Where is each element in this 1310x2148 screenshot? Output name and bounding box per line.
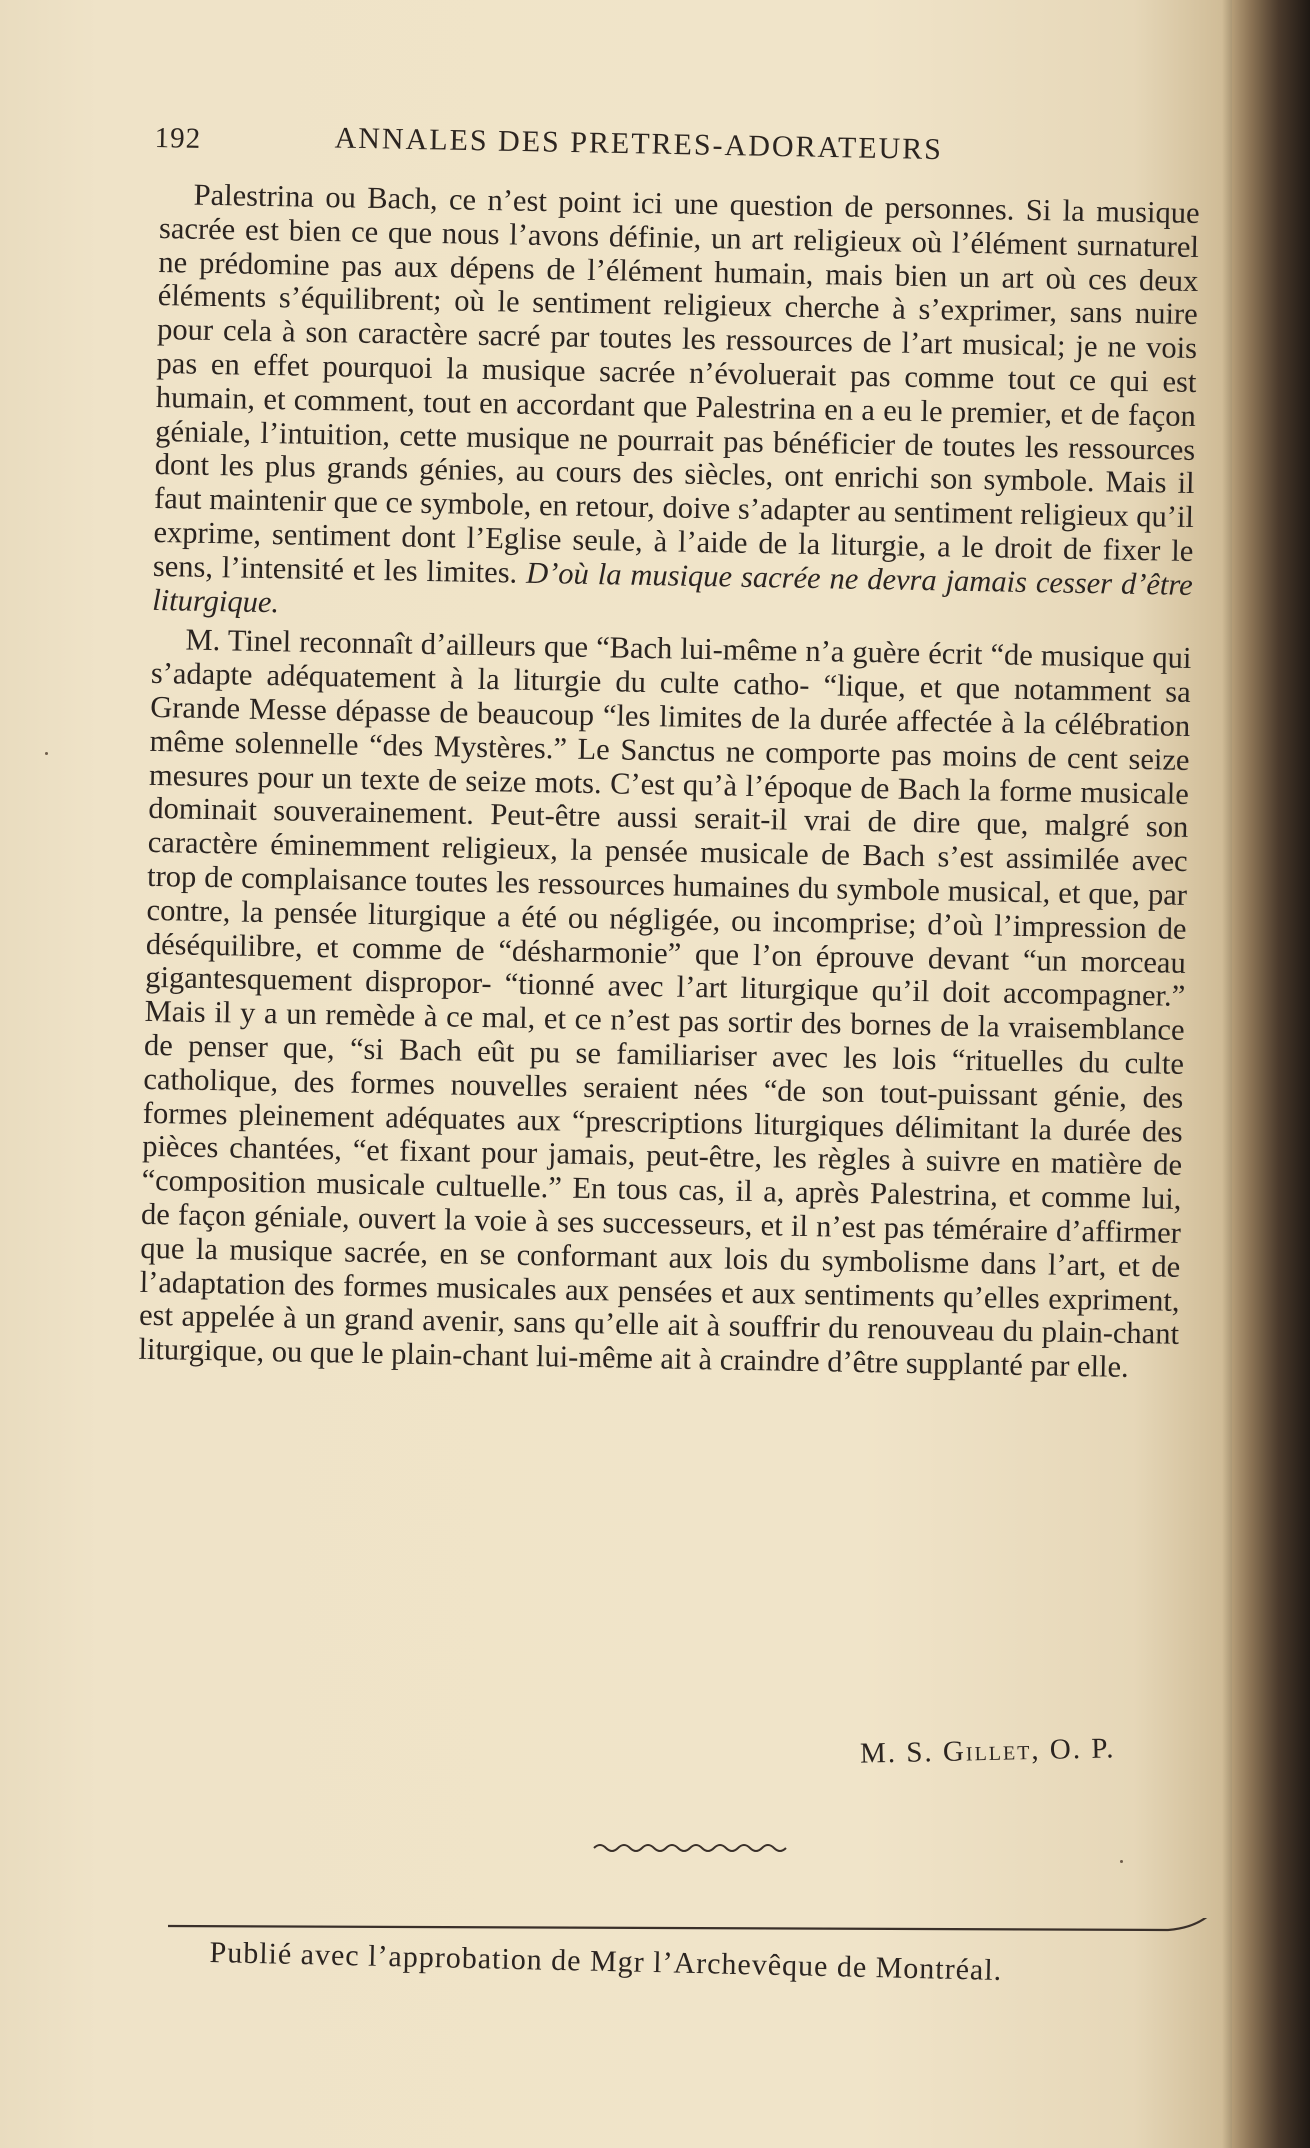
paper-speck	[45, 752, 48, 755]
paragraph-2-text: M. Tinel reconnaît d’ailleurs que “Bach lui-même n’a guère écrit “de musique qui s’adapte adéquatement à la liturgie du culte catho- “lique, et que notamment sa Grande Messe dépasse de beaucoup “les limites de la durée affectée à la célébration même solennelle “des Mystères.” Le Sanctus ne comporte pas moins de cent seize mesures pour un texte de seize mots. C’est qu’à l’époque de Bach la forme musicale dominait souverainement. Peut-être aussi serait-il vrai de dire que, malgré son caractère éminemment religieux, la pensée musicale de Bach s’est assimilée avec trop de complaisance toutes les ressources humaines du symbole musical, et que, par contre, la pensée liturgique a été ou négligée, ou incomprise; d’où l’impression de déséquilibre, et comme de “désharmonie” que l’on éprouve devant “un morceau gigantesquement dispropor- “tionné avec l’art liturgique qu’il doit accompagner.” Mais il y a un remède à ce mal, et ce n’est pas sortir des bornes de la vraisemblance de penser que, “si Bach eût pu se familiariser avec les lois “rituelles du culte catholique, des formes nouvelles seraient nées “de son tout-puissant génie, des formes pleinement adéquates aux “prescriptions liturgiques délimitant la durée des pièces chantées, “et fixant pour jamais, peut-être, les règles à suivre en matière de “composition musicale cultuelle.” En tous cas, il a, après Palestrina, et comme lui, de façon géniale, ouvert la voie à ses successeurs, et il n’est pas téméraire d’affirmer que la musique sacrée, en se conformant aux lois du symbolisme dans l’art, et de l’adaptation des formes musicales aux pensées et aux sentiments qu’elles expriment, est appelée à un grand avenir, sans qu’elle ait à souffrir du renouveau du plain-chant liturgique, ou que le plain-chant lui-même ait à craindre d’être supplanté par elle.	[138, 622, 1192, 1385]
book-spine-edge	[1232, 0, 1310, 2148]
page-header	[154, 118, 1075, 180]
article-body	[138, 178, 1200, 1386]
running-title: ANNALES DES PRETRES-ADORATEURS	[334, 121, 944, 167]
paragraph-2	[138, 623, 1191, 1385]
paper-speck	[1120, 1860, 1123, 1863]
imprimatur-footer: Publié avec l’approbation de Mgr l’Archevêque de Montréal.	[209, 1936, 1003, 1987]
wavy-ornament-divider	[592, 1838, 792, 1858]
paragraph-1-text: Palestrina ou Bach, ce n’est point ici une question de personnes. Si la musique sacrée est bien ce que nous l’avons définie, un art religieux où l’élément surnaturel ne prédomine pas aux dépens de l’élément humain, mais bien un art où ces deux éléments s’équilibrent; où le sentiment religieux cherche à s’exprimer, sans nuire pour cela à son caractère sacré par toutes les ressources de l’art musical; je ne vois pas en effet pourquoi la musique sacrée n’évoluerait pas comme tout ce qui est humain, et comment, tout en accordant que Palestrina en a eu le premier, et de façon géniale, l’intuition, cette musique ne pourrait pas bénéficier de toutes les ressources dont les plus grands génies, au cours des siècles, ont enrichi son symbole. Mais il faut maintenir que ce symbole, en retour, doive s’adapter au sentiment religieux qu’il exprime, sentiment dont l’Eglise seule, à l’aide de la liturgie, a le droit de fixer le sens, l’intensité et les limites.	[152, 177, 1200, 590]
paragraph-1-italic-conclusion: D’où la musique sacrée ne devra jamais cesser d’être liturgique.	[151, 555, 1194, 619]
paragraph-1	[152, 178, 1200, 636]
author-signature	[860, 1732, 1116, 1770]
signature-text: M. S. Gillet, O. P.	[859, 1732, 1116, 1770]
page-number: 192	[154, 121, 202, 155]
